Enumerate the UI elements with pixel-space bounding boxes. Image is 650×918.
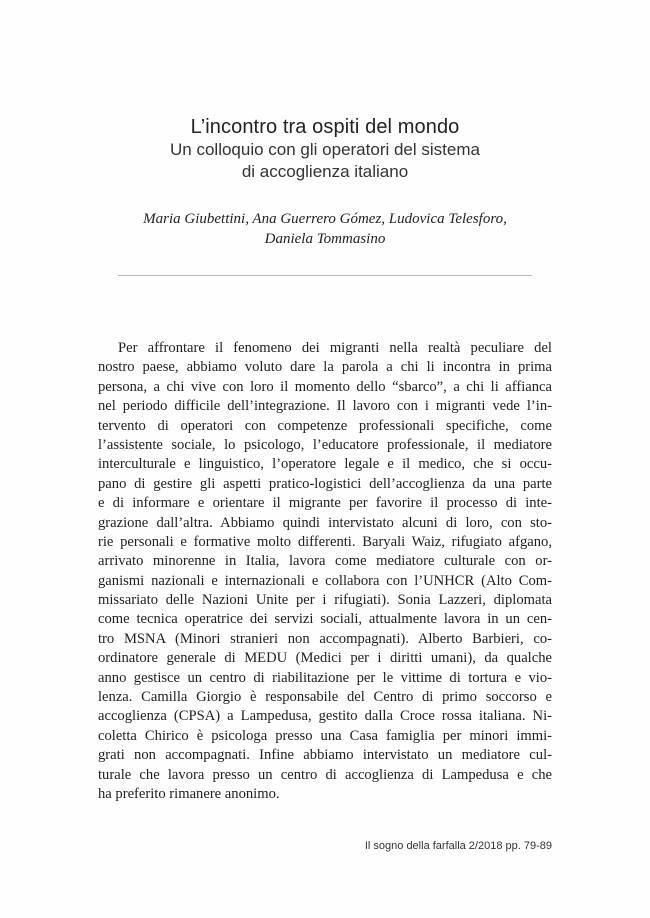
author-line: Daniela Tommasino <box>264 231 386 247</box>
body-line: grati non accompagnati. Infine abbiamo intervistato un mediatore cul- <box>98 747 552 764</box>
author-line: Maria Giubettini, Ana Guerrero Gómez, Ludovica Telesforo, <box>143 211 507 227</box>
body-line: grazione dall’altra. Abbiamo quindi intervistato alcuni di loro, con sto- <box>98 514 552 531</box>
body-line: e di informare e orientare il migrante per favorire il processo di inte- <box>98 495 552 512</box>
journal-footer: Il sogno della farfalla 2/2018 pp. 79-89 <box>364 840 552 852</box>
body-line: rie personali e formative molto differenti. Baryali Waiz, rifugiato afgano, <box>98 533 552 550</box>
body-line: l’assistente sociale, lo psicologo, l’educatore professionale, il mediatore <box>98 436 552 453</box>
body-line: missariato delle Nazioni Unite per i rifugiati). Sonia Lazzeri, diplomata <box>98 592 552 609</box>
article-subtitle <box>0 139 650 183</box>
article-title: L’incontro tra ospiti del mondo <box>190 116 460 138</box>
body-line: interculturale e linguistico, l’operatore legale e il medico, che si occu- <box>98 456 552 473</box>
body-line: nel periodo difficile dell’integrazione. Il lavoro con i migranti vede l’in- <box>98 398 552 415</box>
subtitle-line: Un colloquio con gli operatori del sistema <box>170 140 480 159</box>
body-line: lenza. Camilla Giorgio è responsabile del Centro di primo soccorso e <box>98 689 552 706</box>
body-line: ordinatore generale di MEDU (Medici per i diritti umani), da qualche <box>98 650 552 667</box>
body-line: tervento di operatori con competenze professionali specifiche, come <box>98 417 552 434</box>
body-paragraph <box>98 339 552 804</box>
body-line: pano di gestire gli aspetti pratico-logistici dell’accoglienza da una parte <box>98 475 552 492</box>
body-line: arrivato minorenne in Italia, lavora come mediatore culturale con or- <box>98 553 552 570</box>
body-line: come tecnica operatrice dei servizi sociali, attualmente lavora in un cen- <box>98 611 552 628</box>
body-line: tro MSNA (Minori stranieri non accompagnati). Alberto Barbieri, co- <box>98 630 552 647</box>
body-line: persona, a chi vive con loro il momento dello “sbarco”, a chi li affianca <box>98 378 552 395</box>
body-line: Per affrontare il fenomeno dei migranti nella realtà peculiare del <box>118 340 552 356</box>
body-line: ha preferito rimanere anonimo. <box>98 785 280 802</box>
body-line: nostro paese, abbiamo voluto dare la parola a chi li incontra in prima <box>98 359 552 376</box>
body-line: anno gestisce un centro di riabilitazione per le vittime di tortura e vio- <box>98 669 552 686</box>
body-line: turale che lavora presso un centro di accoglienza di Lampedusa e che <box>98 766 552 783</box>
body-line: ganismi nazionali e internazionali e collabora con l’UNHCR (Alto Com- <box>98 572 552 589</box>
author-list <box>0 209 650 249</box>
body-line: accoglienza (CPSA) a Lampedusa, gestito dalla Croce rossa italiana. Ni- <box>98 708 552 725</box>
separator-rule <box>118 275 532 276</box>
subtitle-line: di accoglienza italiano <box>241 162 409 181</box>
body-line: coletta Chirico è psicologa presso una Casa famiglia per minori immi- <box>98 727 552 744</box>
